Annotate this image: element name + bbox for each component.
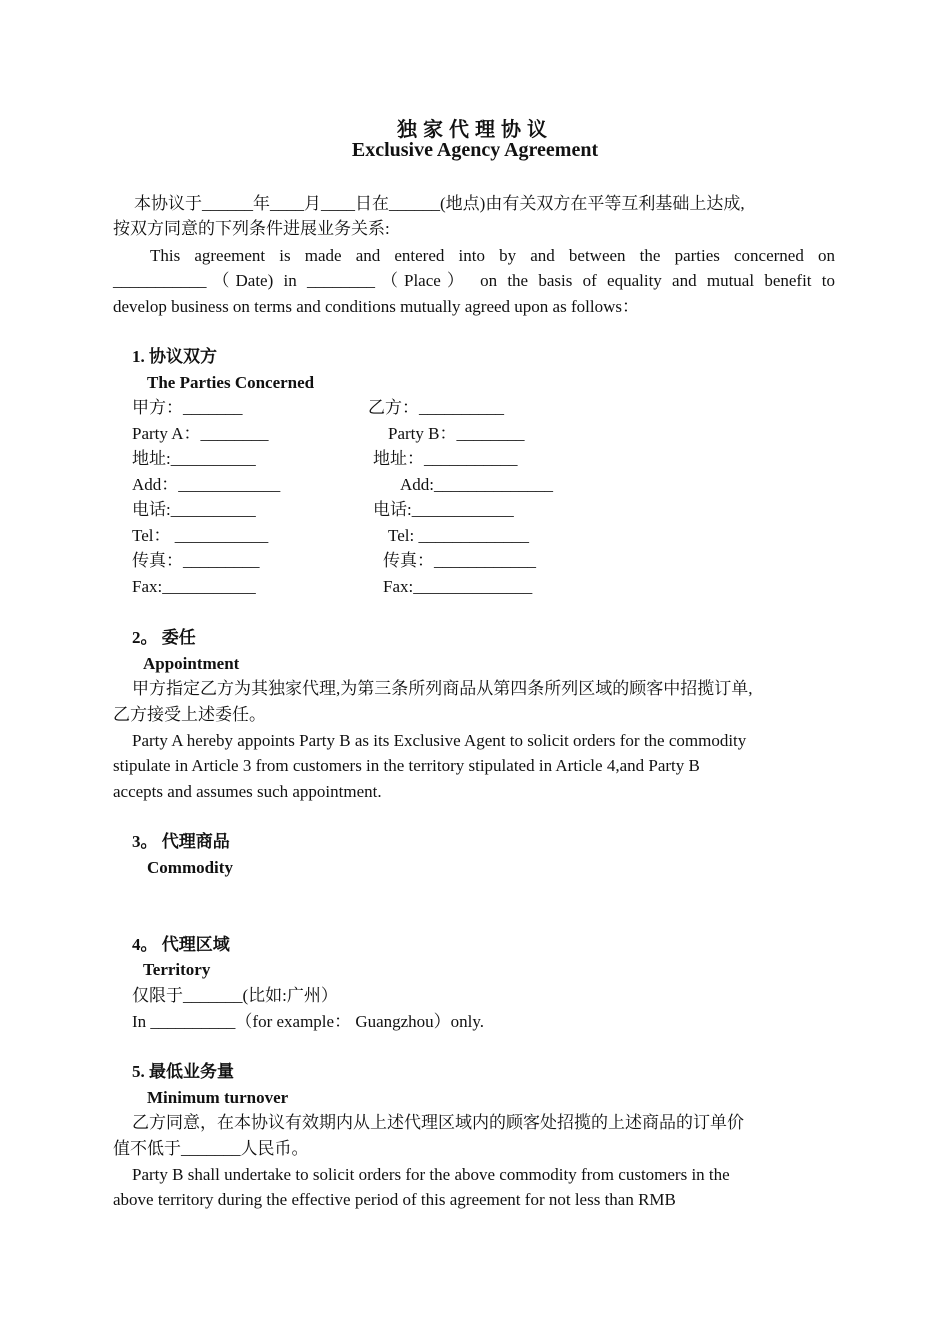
section-3-heading-en: Commodity bbox=[147, 858, 233, 877]
party-a-name: Party A：________ bbox=[132, 424, 269, 443]
intro-cn-line-1: 本协议于______年____月____日在______(地点)由有关双方在平等互利基础上达成, bbox=[134, 194, 745, 213]
section-3-heading-cn: 3。 代理商品 bbox=[132, 832, 230, 851]
section-5-cn-line-2: 值不低于_______人民币。 bbox=[113, 1139, 309, 1158]
party-a-fax-en: Fax:___________ bbox=[132, 577, 256, 596]
section-5-en-line-2: above territory during the effective period of this agreement for not less than RMB bbox=[113, 1190, 676, 1209]
section-5-heading-cn: 5. 最低业务量 bbox=[132, 1062, 234, 1081]
party-a-address-en: Add：____________ bbox=[132, 475, 281, 494]
intro-cn-line-2: 按双方同意的下列条件进展业务关系: bbox=[113, 219, 390, 238]
party-a-phone-cn: 电话:__________ bbox=[132, 500, 256, 519]
section-4-en-line: In __________（for example： Guangzhou）only. bbox=[132, 1012, 485, 1031]
party-b-name: Party B：________ bbox=[388, 424, 525, 443]
section-5-en-line-1: Party B shall undertake to solicit orders for the above commodity from customers in the bbox=[132, 1165, 730, 1184]
party-a-fax-cn: 传真：_________ bbox=[132, 551, 260, 570]
section-2-heading-en: Appointment bbox=[143, 654, 240, 673]
party-a-label: 甲方：_______ bbox=[132, 398, 243, 417]
section-1-heading-cn: 1. 协议双方 bbox=[132, 347, 217, 366]
section-2-heading-cn: 2。 委任 bbox=[132, 628, 196, 647]
section-5-cn-line-1: 乙方同意，在本协议有效期内从上述代理区域内的顾客处招揽的上述商品的订单价 bbox=[132, 1113, 744, 1132]
party-a-tel-en: Tel： ___________ bbox=[132, 526, 269, 545]
party-b-address-cn: 地址：___________ bbox=[373, 449, 518, 468]
section-2-cn-line-1: 甲方指定乙方为其独家代理,为第三条所列商品从第四条所列区域的顾客中招揽订单, bbox=[132, 679, 753, 698]
section-2-en-line-2: stipulate in Article 3 from customers in the territory stipulated in Article 4,and Party B bbox=[113, 756, 700, 775]
section-4-heading-en: Territory bbox=[143, 960, 211, 979]
section-2-en-line-1: Party A hereby appoints Party B as its Exclusive Agent to solicit orders for the commodity bbox=[132, 731, 747, 750]
intro-en-line-3: develop business on terms and conditions mutually agreed upon as follows： bbox=[113, 297, 639, 316]
party-b-label: 乙方：__________ bbox=[368, 398, 504, 417]
section-5-heading-en: Minimum turnover bbox=[147, 1088, 289, 1107]
party-b-phone-cn: 电话:____________ bbox=[373, 500, 514, 519]
party-b-fax-en: Fax:______________ bbox=[383, 577, 533, 596]
intro-en-line-2: ___________（Date) in ________（Place） on the basis of equality and mutual benefit to bbox=[113, 271, 835, 290]
title-english: Exclusive Agency Agreement bbox=[351, 139, 599, 161]
party-b-tel-en: Tel: _____________ bbox=[388, 526, 529, 545]
party-b-address-en: Add:______________ bbox=[400, 475, 553, 494]
intro-en-line-1: This agreement is made and entered into by and between the parties concerned on bbox=[150, 246, 835, 265]
section-2-cn-line-2: 乙方接受上述委任。 bbox=[113, 705, 266, 724]
section-1-heading-en: The Parties Concerned bbox=[147, 373, 315, 392]
party-a-address-cn: 地址:__________ bbox=[132, 449, 256, 468]
title-chinese: 独家代理协议 bbox=[397, 119, 553, 141]
party-b-fax-cn: 传真：____________ bbox=[383, 551, 536, 570]
section-4-heading-cn: 4。 代理区域 bbox=[132, 935, 230, 954]
section-4-cn-line: 仅限于_______(比如:广州） bbox=[132, 986, 338, 1005]
section-2-en-line-3: accepts and assumes such appointment. bbox=[113, 782, 382, 801]
